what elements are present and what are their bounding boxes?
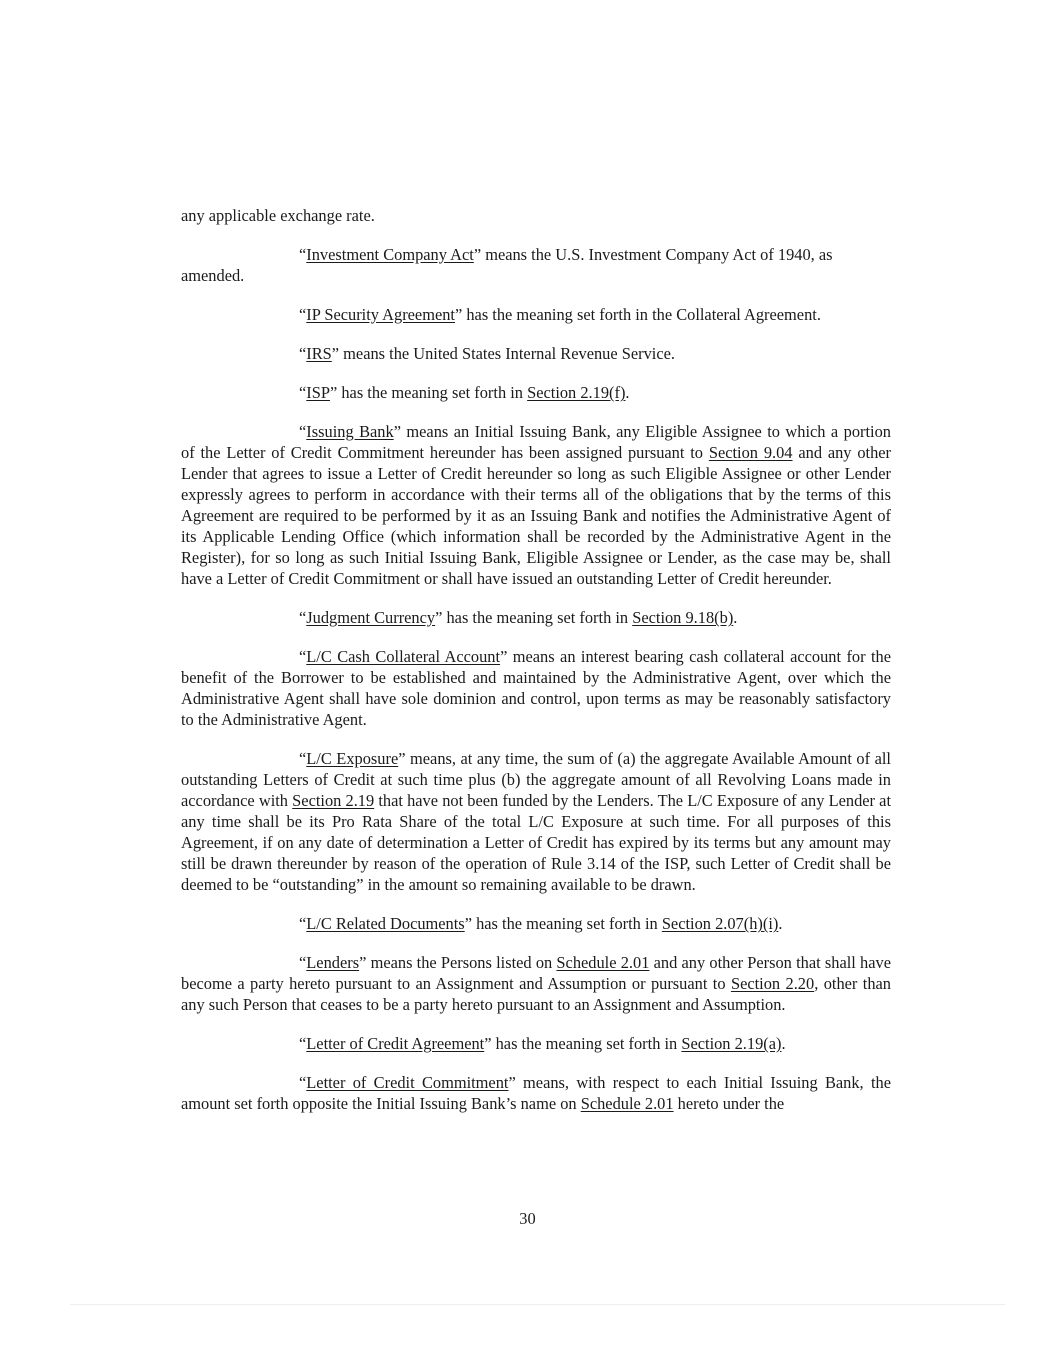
definition-irs: “IRS” means the United States Internal Revenue Service. — [299, 344, 675, 363]
defined-term: ISP — [306, 383, 330, 402]
defined-term: Investment Company Act — [306, 245, 474, 264]
paragraph-exchange-rate — [181, 205, 891, 226]
section-reference: Section 2.07(h)(i) — [661, 914, 779, 933]
text: means the U.S. Investment Company Act of 1940, as — [481, 245, 833, 264]
definition-ip-security-agreement: “IP Security Agreement” has the meaning set forth in the Collateral Agreement. — [299, 305, 821, 324]
document-body — [181, 205, 891, 1132]
section-reference: Section 2.20 — [730, 974, 815, 993]
section-reference: Section 2.19(a) — [681, 1034, 782, 1053]
definition-judgment-currency: “Judgment Currency” has the meaning set forth in Section 9.18(b). — [299, 608, 738, 627]
definition-investment-company-act: “Investment Company Act” means the U.S. Investment Company Act of 1940, as — [299, 245, 833, 264]
defined-term: Issuing Bank — [306, 422, 394, 441]
definition-continuation — [181, 265, 891, 286]
defined-term: L/C Related Documents — [306, 914, 465, 933]
text: . — [781, 1034, 786, 1053]
text: and any other Person that shall have become a party hereto pursuant to an Assignment and Assumption or pursuant to — [181, 953, 891, 993]
page-number: 30 — [519, 1209, 536, 1228]
text: means the Persons listed on — [366, 953, 557, 972]
text: that have not been funded by the Lenders. The L/C Exposure of any Lender at any time shall be its Pro Rata Share of the total L/C Exposure at such time. For all purposes of this Agreement, if on any date of determination a Letter of Credit has expired by its terms but any amount may still be drawn thereunder by reason of the operation of Rule 3.14 of the ISP, such Letter of Credit shall be deemed to be “outstanding” in the amount so remaining available to be drawn. — [181, 791, 891, 894]
definition-lc-cash-collateral-account: “L/C Cash Collateral Account” means an interest bearing cash collateral account for the benefit of the Borrower to be established and maintained by the Administrative Agent, over which the Administrative Agent shall have sole dominion and control, upon terms as may be reasonably satisfactory to the Administrative Agent. — [181, 647, 891, 729]
section-reference: Section 2.19 — [292, 791, 375, 810]
text: . — [733, 608, 738, 627]
text: hereto under the — [673, 1094, 785, 1113]
definition-issuing-bank: “Issuing Bank” means an Initial Issuing Bank, any Eligible Assignee to which a portion of the Letter of Credit Commitment hereunder has been assigned pursuant to Section 9.04 and any other Lender that agrees to issue a Letter of Credit hereunder so long as such Eligible Assignee or other Lender expressly agrees to perform in accordance with their terms all of the obligations that by the terms of this Agreement are required to be performed by it as an Issuing Bank and notifies the Administrative Agent of its Applicable Lending Office (which information shall be recorded by the Administrative Agent in the Register), for so long as such Initial Issuing Bank, Eligible Assignee or Lender, as the case may be, shall have a Letter of Credit Commitment or shall have issued an outstanding Letter of Credit hereunder. — [181, 422, 892, 588]
text: , other than any such Person that ceases to be a party hereto pursuant to an Assignment and Assumption. — [181, 974, 891, 1014]
text: has the meaning set forth in — [337, 383, 528, 402]
definition-lenders: “Lenders” means the Persons listed on Schedule 2.01 and any other Person that shall have become a party hereto pursuant to an Assignment and Assumption or pursuant to Section 2.20, other than any such Person that ceases to be a party hereto pursuant to an Assignment and Assumption. — [181, 953, 891, 1014]
definition-isp: “ISP” has the meaning set forth in Section 2.19(f). — [299, 383, 630, 402]
text: has the meaning set forth in — [471, 914, 662, 933]
defined-term: Letter of Credit Commitment — [306, 1073, 509, 1092]
defined-term: Lenders — [306, 953, 360, 972]
schedule-reference: Schedule 2.01 — [556, 953, 650, 972]
defined-term: IRS — [306, 344, 332, 363]
section-reference: Section 9.18(b) — [632, 608, 734, 627]
defined-term: Judgment Currency — [306, 608, 436, 627]
text: has the meaning set forth in — [491, 1034, 682, 1053]
text: means, with respect to each Initial Issuing Bank, the amount set forth opposite the Initial Issuing Bank’s name on — [181, 1073, 891, 1113]
text: . — [625, 383, 630, 402]
section-reference: Section 2.19(f) — [527, 383, 626, 402]
definition-letter-of-credit-agreement: “Letter of Credit Agreement” has the meaning set forth in Section 2.19(a). — [299, 1034, 786, 1053]
defined-term: L/C Cash Collateral Account — [306, 647, 501, 666]
definition-lc-exposure: “L/C Exposure” means, at any time, the sum of (a) the aggregate Available Amount of all outstanding Letters of Credit at such time plus (b) the aggregate amount of all Revolving Loans made in accordance with Section 2.19 that have not been funded by the Lenders. The L/C Exposure of any Lender at any time shall be its Pro Rata Share of the total L/C Exposure at such time. For all purposes of this Agreement, if on any date of determination a Letter of Credit has expired by its terms but any amount may still be drawn thereunder by reason of the operation of Rule 3.14 of the ISP, such Letter of Credit shall be deemed to be “outstanding” in the amount so remaining available to be drawn. — [181, 749, 891, 894]
text: . — [778, 914, 783, 933]
schedule-reference: Schedule 2.01 — [580, 1094, 674, 1113]
definition-lc-related-documents: “L/C Related Documents” has the meaning set forth in Section 2.07(h)(i). — [299, 914, 783, 933]
text: means an Initial Issuing Bank, any Eligible Assignee to which a portion of the Letter of Credit Commitment hereunder has been assigned pursuant to — [181, 422, 891, 462]
text: means an interest bearing cash collateral account for the benefit of the Borrower to be established and maintained by the Administrative Agent, over which the Administrative Agent shall have sole dominion and control, upon terms as may be reasonably satisfactory to the Administrative Agent. — [181, 647, 891, 729]
defined-term: L/C Exposure — [306, 749, 399, 768]
text: has the meaning set forth in — [442, 608, 633, 627]
text: has the meaning set forth in the Collateral Agreement. — [462, 305, 821, 324]
defined-term: IP Security Agreement — [306, 305, 455, 324]
text: any applicable exchange rate. — [181, 206, 375, 225]
defined-term: Letter of Credit Agreement — [306, 1034, 485, 1053]
definition-letter-of-credit-commitment: “Letter of Credit Commitment” means, with respect to each Initial Issuing Bank, the amount set forth opposite the Initial Issuing Bank’s name on Schedule 2.01 hereto under the — [181, 1073, 891, 1113]
text: means, at any time, the sum of (a) the aggregate Available Amount of all outstanding Letters of Credit at such time plus (b) the aggregate amount of all Revolving Loans made in accordance with — [181, 749, 891, 810]
text: and any other Lender that agrees to issue a Letter of Credit hereunder so long as such Eligible Assignee or other Lender expressly agrees to perform in accordance with their terms all of the obligations that by the terms of this Agreement are required to be performed by it as an Issuing Bank and notifies the Administrative Agent of its Applicable Lending Office (which information shall be recorded by the Administrative Agent in the Register), for so long as such Initial Issuing Bank, Eligible Assignee or Lender, as the case may be, shall have a Letter of Credit Commitment or shall have issued an outstanding Letter of Credit hereunder. — [181, 443, 892, 588]
text: amended. — [181, 266, 245, 285]
text: means the United States Internal Revenue Service. — [339, 344, 675, 363]
section-reference: Section 9.04 — [708, 443, 793, 462]
page-edge-divider — [70, 1304, 1005, 1305]
